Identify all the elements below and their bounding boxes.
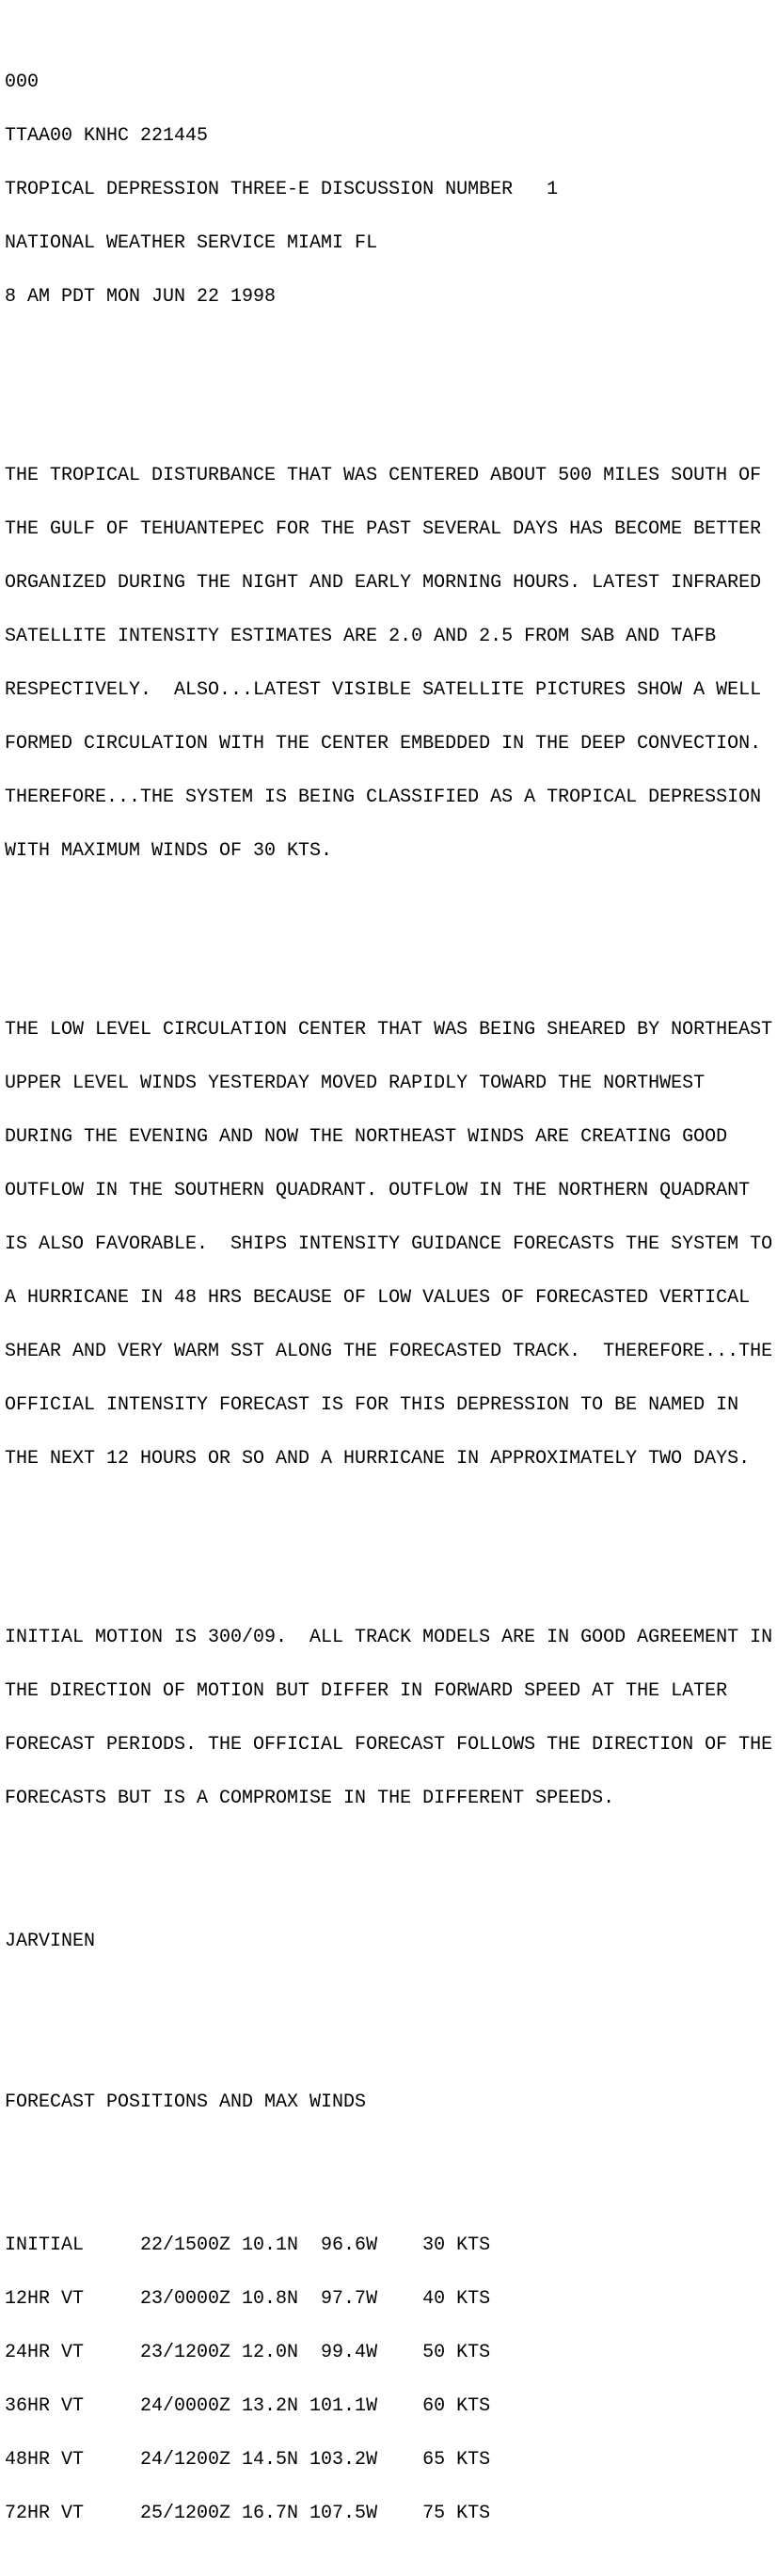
discussion-document xyxy=(5,2,772,2576)
forecast-title: FORECAST POSITIONS AND MAX WINDS xyxy=(5,2091,367,2113)
forecaster-signature: JARVINEN xyxy=(5,1931,96,1952)
header-line: TTAA00 KNHC 221445 xyxy=(5,125,209,147)
text-line: OUTFLOW IN THE SOUTHERN QUADRANT. OUTFLOW IN THE NORTHERN QUADRANT xyxy=(5,1180,751,1201)
blank-line xyxy=(5,2040,772,2058)
forecast-row: 48HR VT 24/1200Z 14.5N 103.2W 65 KTS xyxy=(5,2449,491,2471)
text-line: THEREFORE...THE SYSTEM IS BEING CLASSIFIED AS A TROPICAL DEPRESSION xyxy=(5,787,762,808)
text-line: SATELLITE INTENSITY ESTIMATES ARE 2.0 AND 2.5 FROM SAB AND TAFB xyxy=(5,626,717,647)
blank-line xyxy=(5,1879,772,1897)
text-line: THE GULF OF TEHUANTEPEC FOR THE PAST SEVERAL DAYS HAS BECOME BETTER xyxy=(5,518,762,540)
text-line: FORECAST PERIODS. THE OFFICIAL FORECAST FOLLOWS THE DIRECTION OF THE xyxy=(5,1734,773,1756)
paragraph-intensity xyxy=(5,985,772,1503)
text-line: INITIAL MOTION IS 300/09. ALL TRACK MODELS ARE IN GOOD AGREEMENT IN xyxy=(5,1627,773,1648)
text-line: SHEAR AND VERY WARM SST ALONG THE FORECASTED TRACK. THEREFORE...THE xyxy=(5,1341,773,1362)
blank-line xyxy=(5,2147,772,2165)
forecast-row: 36HR VT 24/0000Z 13.2N 101.1W 60 KTS xyxy=(5,2395,491,2417)
blank-line xyxy=(5,377,772,395)
product-header xyxy=(5,38,772,342)
forecast-row: INITIAL 22/1500Z 10.1N 96.6W 30 KTS xyxy=(5,2234,491,2256)
text-line: A HURRICANE IN 48 HRS BECAUSE OF LOW VALUES OF FORECASTED VERTICAL xyxy=(5,1287,751,1309)
text-line: THE TROPICAL DISTURBANCE THAT WAS CENTERED ABOUT 500 MILES SOUTH OF xyxy=(5,465,762,486)
paragraph-motion xyxy=(5,1593,772,1843)
forecast-row: 24HR VT 23/1200Z 12.0N 99.4W 50 KTS xyxy=(5,2342,491,2363)
text-line: FORMED CIRCULATION WITH THE CENTER EMBEDDED IN THE DEEP CONVECTION. xyxy=(5,733,762,755)
text-line: FORECASTS BUT IS A COMPROMISE IN THE DIFFERENT SPEEDS. xyxy=(5,1788,615,1809)
text-line: RESPECTIVELY. ALSO...LATEST VISIBLE SATELLITE PICTURES SHOW A WELL xyxy=(5,679,762,701)
header-line: TROPICAL DEPRESSION THREE-E DISCUSSION NUMBER 1 xyxy=(5,179,559,200)
text-line: ORGANIZED DURING THE NIGHT AND EARLY MORNING HOURS. LATEST INFRARED xyxy=(5,572,762,594)
text-line: THE NEXT 12 HOURS OR SO AND A HURRICANE IN APPROXIMATELY TWO DAYS. xyxy=(5,1448,751,1470)
text-line: UPPER LEVEL WINDS YESTERDAY MOVED RAPIDLY TOWARD THE NORTHWEST xyxy=(5,1073,706,1094)
blank-line xyxy=(5,1986,772,2004)
header-line: NATIONAL WEATHER SERVICE MIAMI FL xyxy=(5,232,378,254)
forecast-row: 72HR VT 25/1200Z 16.7N 107.5W 75 KTS xyxy=(5,2503,491,2524)
header-line: 000 xyxy=(5,72,40,93)
forecast-table xyxy=(5,2201,772,2558)
blank-line xyxy=(5,931,772,949)
text-line: WITH MAXIMUM WINDS OF 30 KTS. xyxy=(5,840,333,862)
text-line: THE LOW LEVEL CIRCULATION CENTER THAT WAS BEING SHEARED BY NORTHEAST xyxy=(5,1019,773,1041)
header-line: 8 AM PDT MON JUN 22 1998 xyxy=(5,286,277,308)
blank-line xyxy=(5,1539,772,1557)
text-line: THE DIRECTION OF MOTION BUT DIFFER IN FORWARD SPEED AT THE LATER xyxy=(5,1680,728,1702)
text-line: OFFICIAL INTENSITY FORECAST IS FOR THIS DEPRESSION TO BE NAMED IN xyxy=(5,1394,739,1416)
text-line: DURING THE EVENING AND NOW THE NORTHEAST WINDS ARE CREATING GOOD xyxy=(5,1126,728,1148)
text-line: IS ALSO FAVORABLE. SHIPS INTENSITY GUIDANCE FORECASTS THE SYSTEM TO xyxy=(5,1233,773,1255)
paragraph-disturbance xyxy=(5,431,772,896)
forecast-row: 12HR VT 23/0000Z 10.8N 97.7W 40 KTS xyxy=(5,2288,491,2310)
